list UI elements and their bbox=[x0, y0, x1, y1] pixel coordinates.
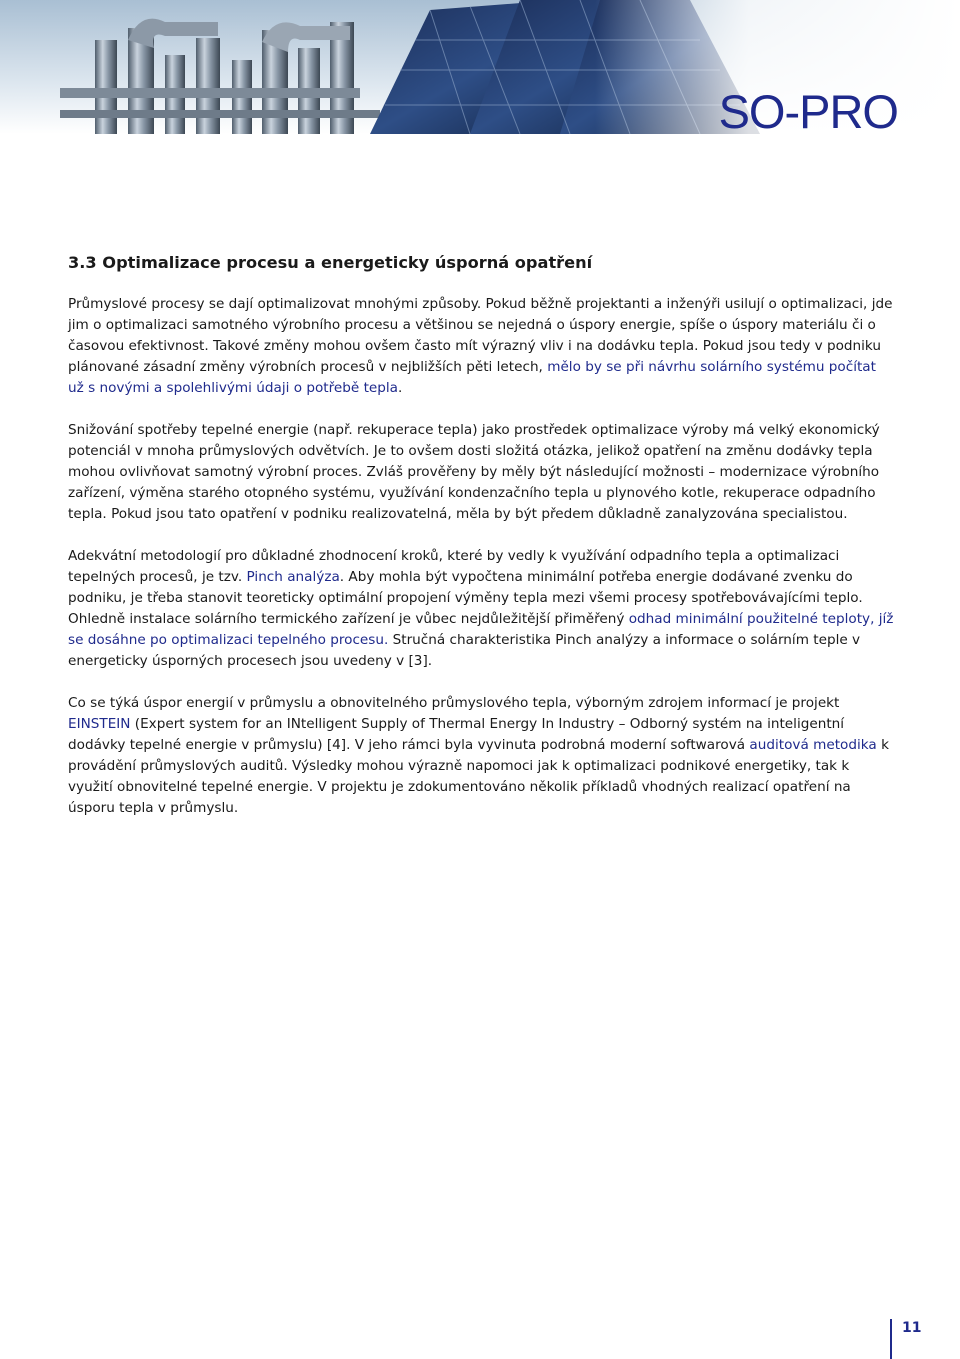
paragraph-text: Průmyslové procesy se dají optimalizovat mnohými způsoby. Pokud běžně projektanti a inženýři usilují o optimalizaci, jde jim o optimalizaci samotného výrobního procesu a většinou se nejedná o úspory energie, spíše o úspory materiálu či o časovou efektivnost. Takové změny mohou ovšem často mít výrazný vliv i na dodávku tepla. Pokud jsou tedy v podniku plánované zásadní změny výrobních procesů v nejbližších pěti letech, bbox=[68, 296, 893, 375]
header-banner bbox=[0, 0, 960, 134]
paragraph-text: . Aby mohla být vypočtena minimální potřeba energie dodávané zvenku do podniku, je třeba stanovit teoreticky optimální propojení výměny tepla mezi všemi procesy spotřebovávajícími teplo. Ohledně instalace solárního termického zařízení je vůbec nejdůležitější přiměřený bbox=[68, 569, 863, 627]
paragraph-text: (Expert system for an INtelligent Supply of Thermal Energy In Industry – Odborný systém na inteligentní dodávky tepelné energie v průmyslu) [4]. V jeho rámci byla vyvinuta podrobná moderní softwarová bbox=[68, 716, 845, 753]
paragraph-text: Stručná charakteristika Pinch analýzy a informace o solárním teple v energeticky úsporných procesech jsou uvedeny v [3]. bbox=[68, 632, 861, 669]
paragraph-3 bbox=[68, 546, 894, 672]
paragraph-1 bbox=[68, 294, 894, 399]
highlighted-text: odhad minimální použitelné teploty, jíž se dosáhne po optimalizaci tepelného procesu. bbox=[68, 611, 894, 648]
highlighted-text-einstein: EINSTEIN bbox=[68, 716, 131, 732]
paragraph-text: . bbox=[398, 380, 403, 396]
highlighted-text: auditová metodika bbox=[749, 737, 877, 753]
main-content bbox=[68, 252, 894, 840]
paragraph-text: k provádění průmyslových auditů. Výsledky mohou výrazně napomoci jak k optimalizaci podnikové energetiky, tak k využití obnovitelné tepelné energie. V projektu je zdokumentováno několik příkladů vhodných realizací opatření na úsporu tepla v průmyslu. bbox=[68, 737, 889, 816]
brand-logo-text: SO-PRO bbox=[718, 85, 898, 134]
highlighted-text: mělo by se při návrhu solárního systému počítat už s novými a spolehlivými údaji o potřebě tepla bbox=[68, 359, 876, 396]
highlighted-text-pinch: Pinch analýza bbox=[246, 569, 340, 585]
paragraph-2: Snižování spotřeby tepelné energie (např. rekuperace tepla) jako prostředek optimalizace výroby má velký ekonomický potenciál v mnoha průmyslových odvětvích. Je to ovšem dosti složitá otázka, jelikož opatření na změnu dodávky tepla mohou ovlivňovat samotný výrobní proces. Zvláš prověřeny by měly být následující možnosti – modernizace výrobního zařízení, výměna starého otopného systému, využívání kondenzačního tepla u plynového kotle, rekuperace odpadního tepla. Pokud jsou tato opatření v podniku realizovatelná, měla by být předem důkladně zanalyzována specialistou. bbox=[68, 422, 880, 522]
page-number: 11 bbox=[890, 1319, 921, 1359]
paragraph-text: Co se týká úspor energií v průmyslu a obnovitelného průmyslového tepla, výborným zdrojem informací je projekt bbox=[68, 695, 840, 711]
paragraph-4 bbox=[68, 693, 894, 819]
section-title: 3.3 Optimalizace procesu a energeticky úsporná opatření bbox=[68, 253, 593, 272]
paragraph-text: Adekvátní metodologií pro důkladné zhodnocení kroků, které by vedly k využívání odpadního tepla a optimalizaci tepelných procesů, je tzv. bbox=[68, 548, 840, 585]
